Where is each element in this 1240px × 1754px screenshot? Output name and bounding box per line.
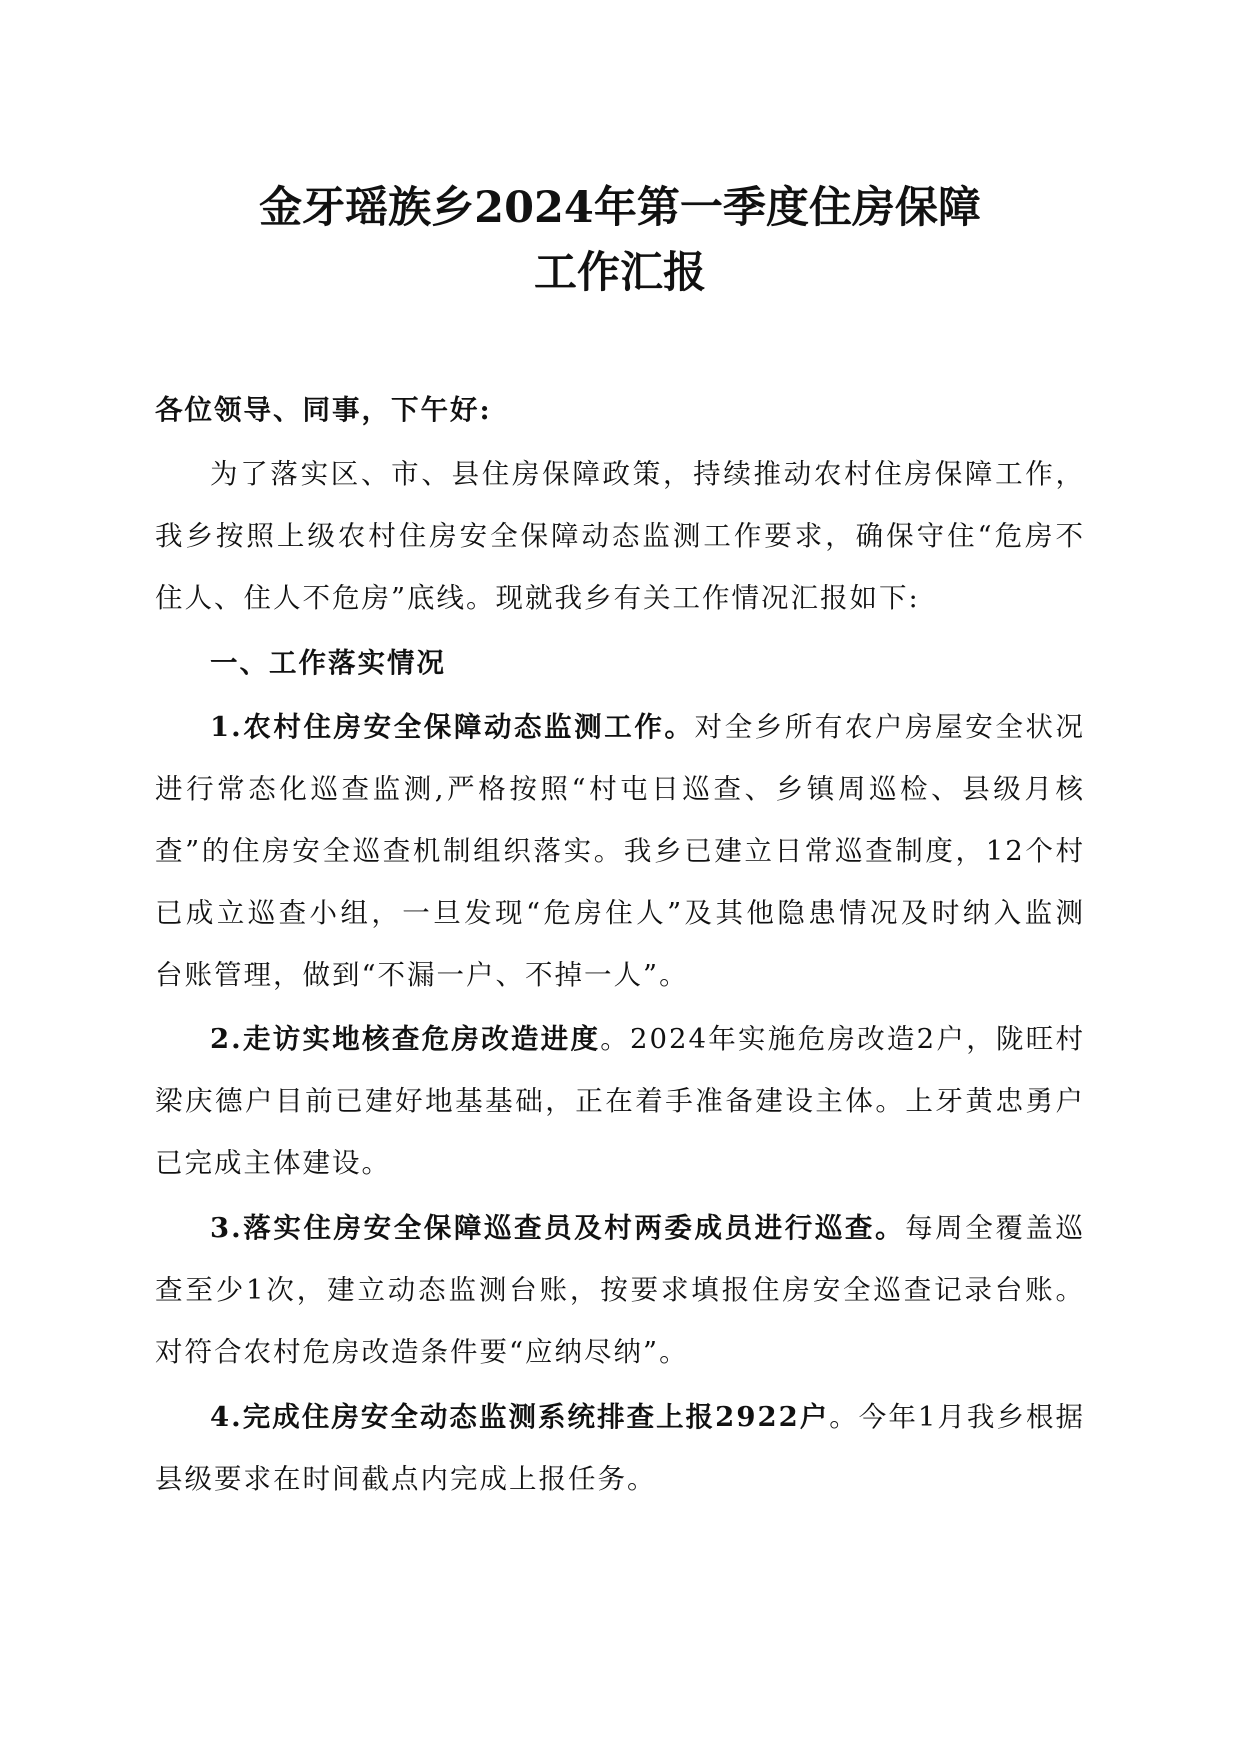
item-1-text: 对全乡所有农户房屋安全状况 bbox=[694, 711, 1085, 743]
paragraph-line: 已完成主体建设。 bbox=[155, 1147, 391, 1179]
paragraph-line: 已成立巡查小组，一旦发现“危房住人”及其他隐患情况及时纳入监测 bbox=[155, 897, 1085, 929]
item-1-first-line bbox=[210, 707, 1085, 747]
paragraph-line: 对符合农村危房改造条件要“应纳尽纳”。 bbox=[155, 1336, 689, 1368]
document-title-line-2: 工作汇报 bbox=[534, 248, 706, 298]
item-4-text: 。今年1月我乡根据 bbox=[829, 1401, 1085, 1433]
intro-line: 我乡按照上级农村住房安全保障动态监测工作要求，确保守住“危房不 bbox=[155, 520, 1085, 552]
paragraph-line: 查”的住房安全巡查机制组织落实。我乡已建立日常巡查制度，12个村 bbox=[155, 835, 1085, 867]
greeting: 各位领导、同事，下午好: bbox=[155, 394, 492, 426]
paragraph-line: 台账管理，做到“不漏一户、不掉一人”。 bbox=[155, 959, 689, 991]
item-3-first-line bbox=[210, 1208, 1085, 1248]
paragraph-line: 查至少1次，建立动态监测台账，按要求填报住房安全巡查记录台账。 bbox=[155, 1274, 1085, 1306]
paragraph-line: 县级要求在时间截点内完成上报任务。 bbox=[155, 1463, 657, 1495]
intro-line: 为了落实区、市、县住房保障政策，持续推动农村住房保障工作， bbox=[210, 458, 1085, 490]
item-4-heading: 4.完成住房安全动态监测系统排查上报2922户 bbox=[210, 1401, 830, 1433]
document-title-line-1: 金牙瑶族乡2024年第一季度住房保障 bbox=[259, 183, 981, 233]
item-1-heading: 1.农村住房安全保障动态监测工作。 bbox=[210, 711, 695, 743]
intro-line: 住人、住人不危房”底线。现就我乡有关工作情况汇报如下: bbox=[155, 582, 920, 614]
item-2-text: 。2024年实施危房改造2户，陇旺村 bbox=[600, 1023, 1085, 1055]
item-2-heading: 2.走访实地核查危房改造进度 bbox=[210, 1023, 601, 1055]
item-2-first-line bbox=[210, 1019, 1085, 1059]
item-3-heading: 3.落实住房安全保障巡查员及村两委成员进行巡查。 bbox=[210, 1212, 906, 1244]
item-3-text: 每周全覆盖巡 bbox=[905, 1212, 1086, 1244]
paragraph-line: 梁庆德户目前已建好地基基础，正在着手准备建设主体。上牙黄忠勇户 bbox=[155, 1085, 1085, 1117]
paragraph-line: 进行常态化巡查监测,严格按照“村屯日巡查、乡镇周巡检、县级月核 bbox=[155, 773, 1085, 805]
section-heading: 一、工作落实情况 bbox=[210, 647, 446, 679]
item-4-first-line bbox=[210, 1397, 1085, 1437]
